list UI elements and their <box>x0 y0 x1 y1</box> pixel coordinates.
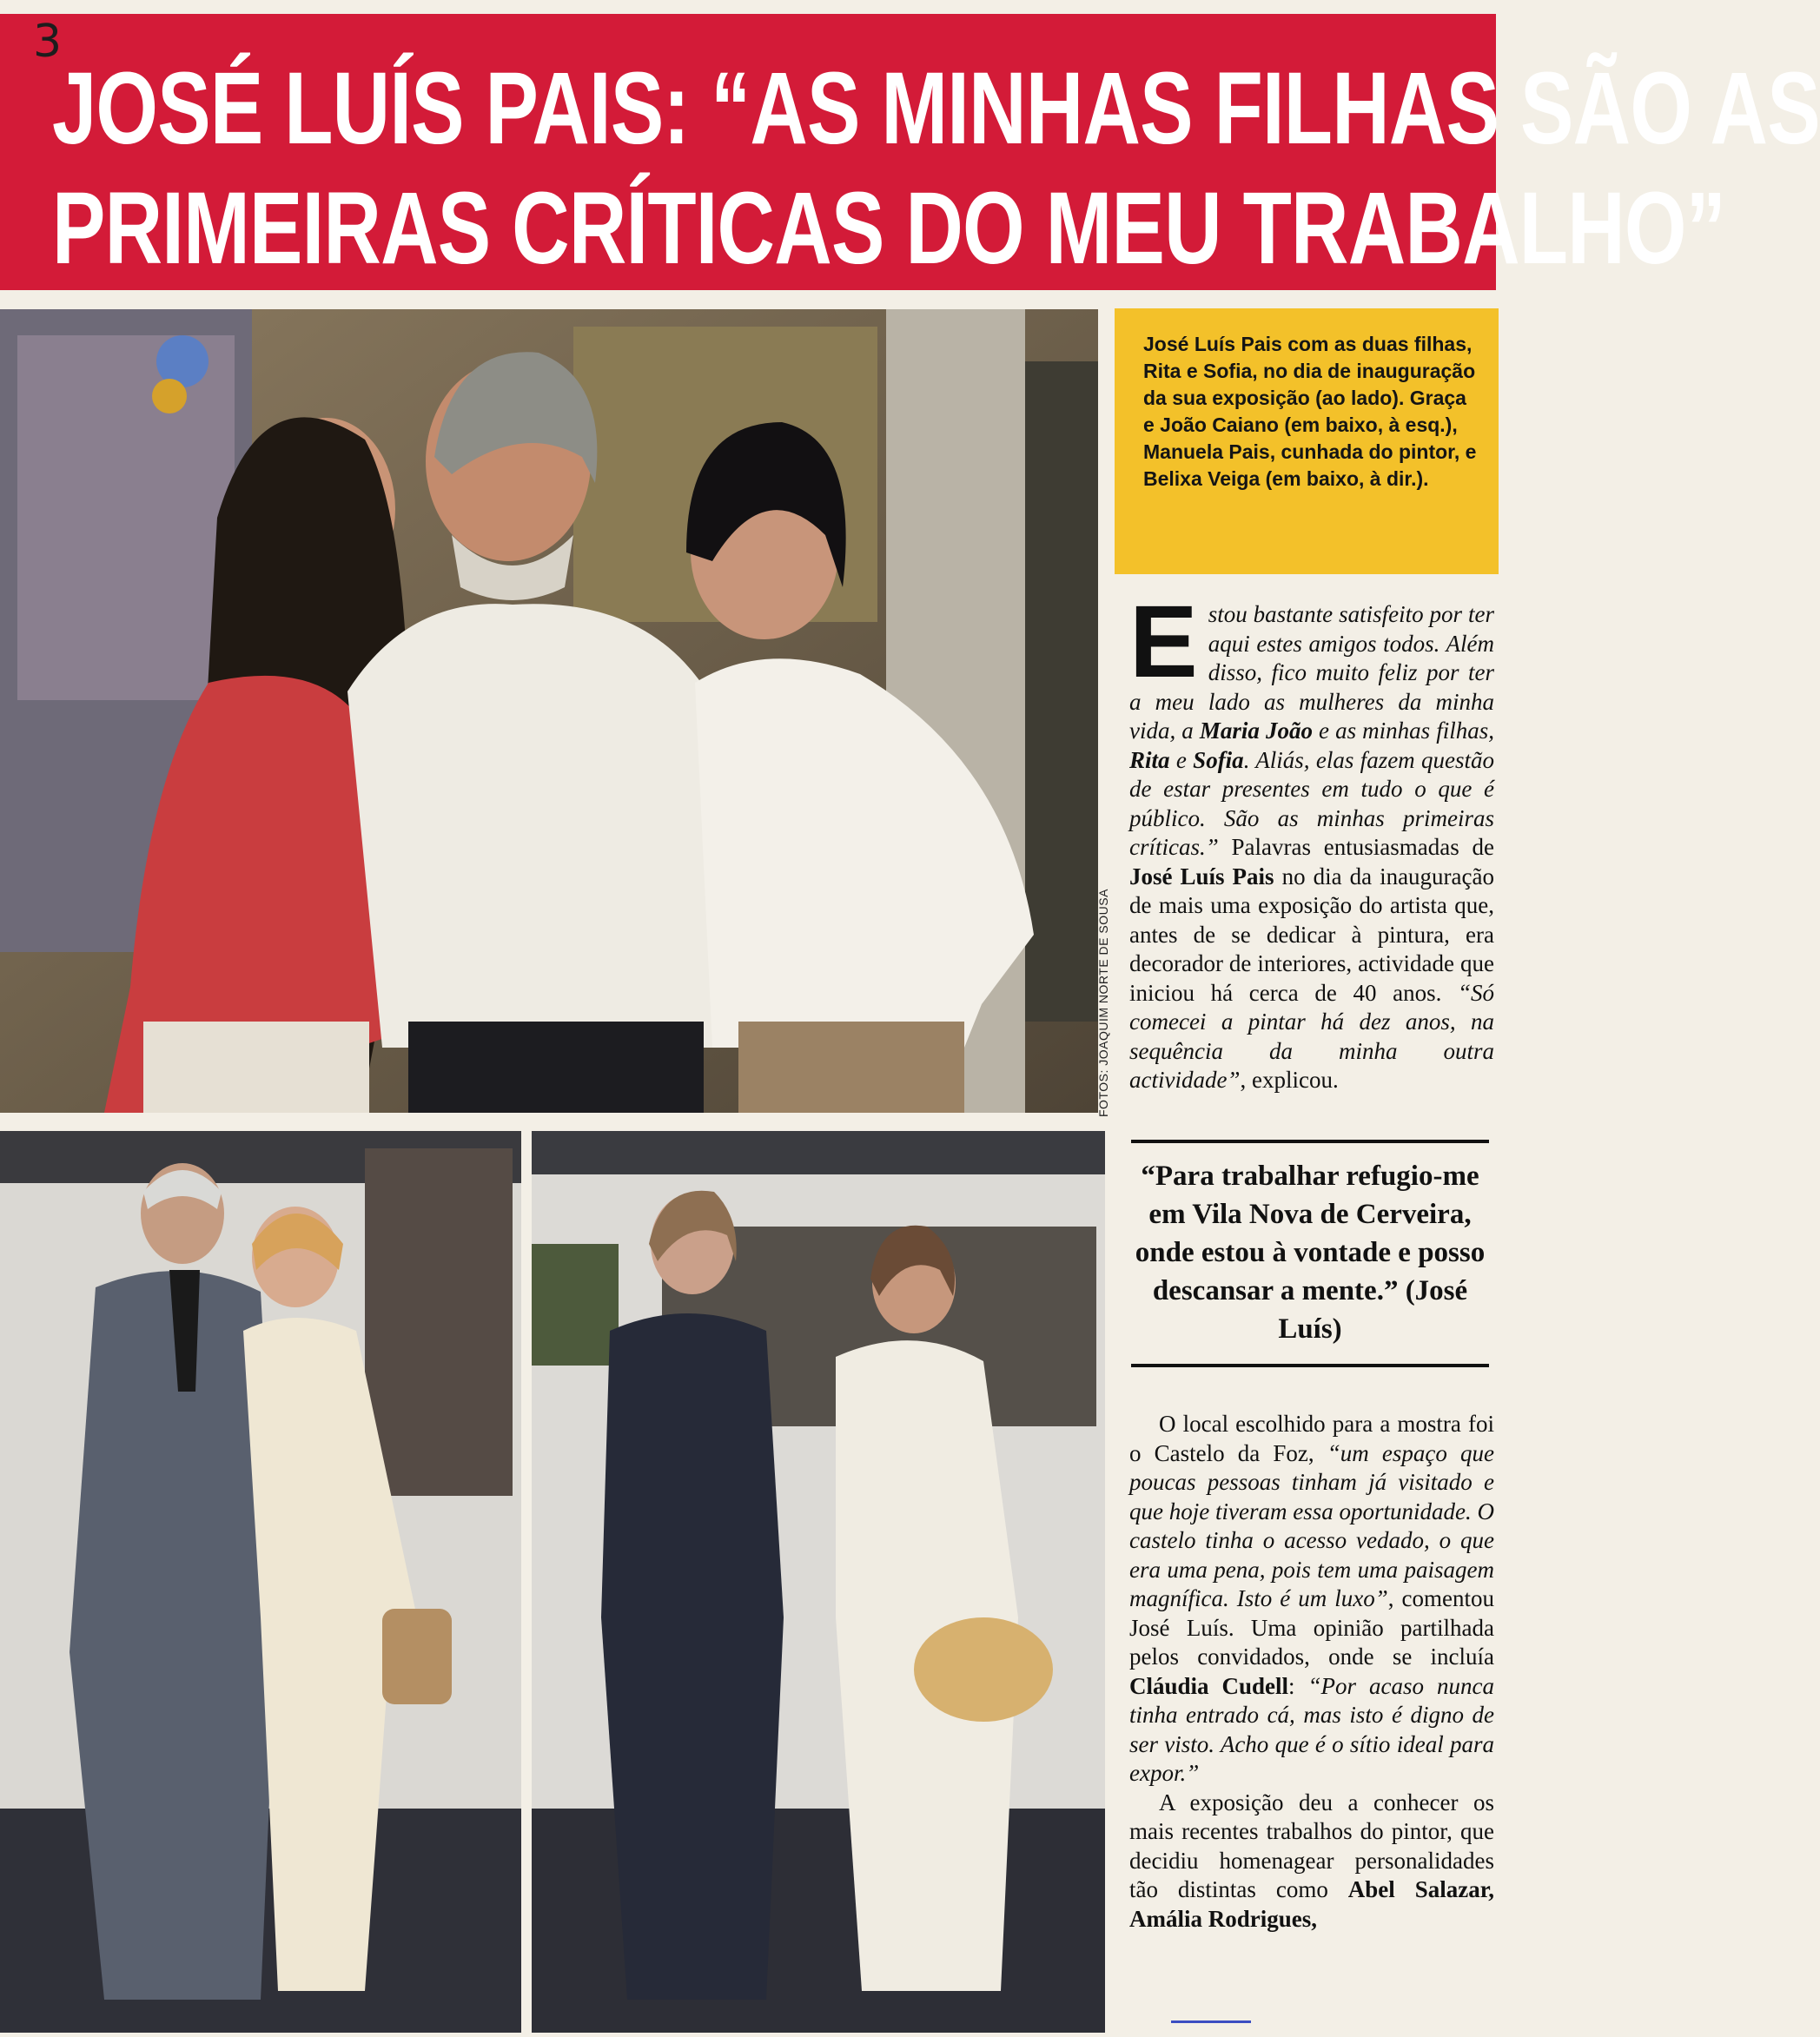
headline-line-2: PRIMEIRAS CRÍTICAS DO MEU TRABALHO” <box>52 171 1725 286</box>
photo-pais-with-daughters <box>0 309 1098 1113</box>
photo-graca-joao-caiano <box>0 1131 521 2033</box>
photo-caption: José Luís Pais com as duas filhas, Rita e Sofia, no dia de inauguração da sua exposição (ao lado). Graça e João Caiano (em baixo, à esq.), Manuela Pais, cunhada do pintor, e Belixa Veiga (em baixo, à dir.). <box>1115 308 1499 574</box>
pen-underline-mark <box>1171 2020 1251 2023</box>
dropcap: E <box>1129 585 1198 699</box>
headline-line-1: JOSÉ LUÍS PAIS: “AS MINHAS FILHAS SÃO AS <box>52 51 1820 166</box>
pull-quote: “Para trabalhar refugio-me em Vila Nova de Cerveira, onde estou à vontade e posso descansar a mente.” (José Luís) <box>1131 1140 1489 1367</box>
article-body: O local escolhido para a mostra foi o Castelo da Foz, “um espaço que poucas pessoas tinham já visitado e que hoje tiveram essa oportunidade. O castelo tinha o acesso vedado, o que era uma pena, pois tem uma paisagem magnífica. Isto é um luxo”, comentou José Luís. Uma opinião partilhada pelos convidados, onde se incluía Cláudia Cudell: “Por acaso nunca tinha entrado cá, mas isto é digno de ser visto. Acho que é o sítio ideal para expor.” A exposição deu a conhecer os mais recentes trabalhos do pintor, que decidiu homenagear personalidades tão distintas como Abel Salazar, Amália Rodrigues, <box>1129 1411 1494 1932</box>
article-intro: Estou bastante satisfeito por ter aqui estes amigos todos. Além disso, fico muito feliz por ter a meu lado as mulheres da minha vida, a Maria João e as minhas filhas, Rita e Sofia. Aliás, elas fazem questão de estar presentes em tudo o que é público. São as minhas primeiras críticas.” Palavras entusiasmadas de José Luís Pais no dia da inauguração de mais uma exposição do artista que, antes de se dedicar à pintura, era decorador de interiores, actividade que iniciou há cerca de 40 anos. “Só comecei a pintar há dez anos, na sequência da minha outra actividade”, explicou. <box>1129 585 1495 1093</box>
photo-manuela-pais-belixa-veiga <box>532 1131 1105 2033</box>
photo-credit: FOTOS: JOAQUIM NORTE DE SOUSA <box>1096 889 1110 1117</box>
page-number: 3 <box>33 16 63 68</box>
headline <box>0 14 1820 290</box>
